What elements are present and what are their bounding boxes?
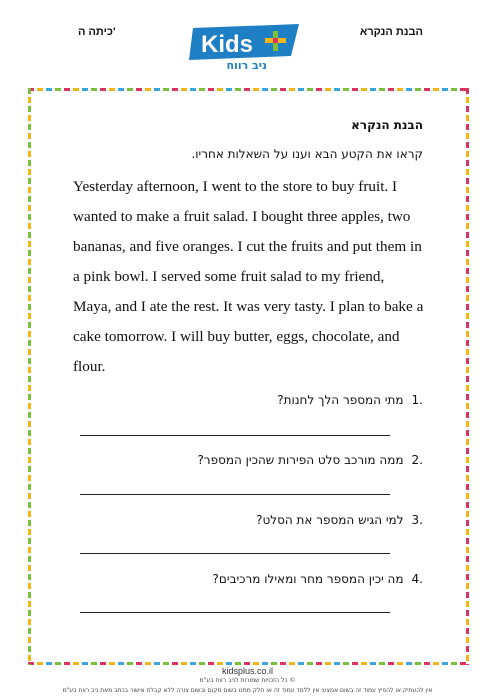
header-subject-label: הבנת הנקרא — [359, 26, 423, 38]
question-text: מה יכין המספר מחר ומאילו מרכיבים? — [212, 572, 404, 586]
footer-copyright: © כל הזכויות שמורות לניב רווח בע"מ — [199, 677, 296, 684]
question-2 — [197, 453, 423, 467]
question-1 — [277, 393, 423, 407]
instructions-text: קראו את הקטע הבא וענו על השאלות אחריו. — [191, 147, 423, 161]
question-4 — [213, 572, 423, 586]
answer-line-1[interactable] — [80, 435, 390, 436]
answer-line-4[interactable] — [80, 612, 390, 613]
section-title: הבנת הנקרא — [351, 118, 423, 132]
question-3 — [256, 513, 423, 527]
question-text: מתי המספר הלך לחנות? — [277, 393, 404, 407]
question-number: .2 — [411, 453, 423, 467]
footer-website-link[interactable]: kidsplus.co.il — [221, 666, 274, 676]
logo-main-text: Kids — [201, 31, 254, 58]
question-text: למי הגיש המספר את הסלט? — [256, 513, 404, 527]
question-text: ממה מורכב סלט הפירות שהכין המספר? — [197, 453, 404, 467]
logo-sub-text: ניב רווח — [226, 59, 267, 72]
answer-line-3[interactable] — [80, 553, 390, 554]
kids-logo — [187, 22, 307, 72]
frame-border-top — [28, 88, 469, 91]
frame-border-left — [28, 88, 31, 665]
grade-label: כיתה ה' — [78, 26, 116, 38]
question-number: .1 — [411, 393, 423, 407]
frame-border-right — [466, 88, 469, 665]
frame-border-bottom — [28, 662, 469, 665]
reading-passage: Yesterday afternoon, I went to the store to buy fruit. I wanted to make a fruit salad. I bought three apples, two bananas, and five oranges. I cut the fruits and put them in a pink bowl. I served some fruit salad to my friend, Maya, and I ate the rest. It was very tasty. I plan to bake a cake tomorrow. I will buy butter, eggs, chocolate, and flour. — [73, 178, 424, 375]
question-number: .4 — [411, 572, 423, 586]
answer-line-2[interactable] — [80, 494, 390, 495]
footer-legal-notice: אין להעתיק או להפיץ עמוד זה בשום אמצעי אין ללמד עמוד זה או חלק ממנו בשום מקום ובשום צורה ללא קבלת אישור בכתב מאת ניב רווח בע"מ — [62, 687, 433, 694]
question-number: .3 — [411, 513, 423, 527]
